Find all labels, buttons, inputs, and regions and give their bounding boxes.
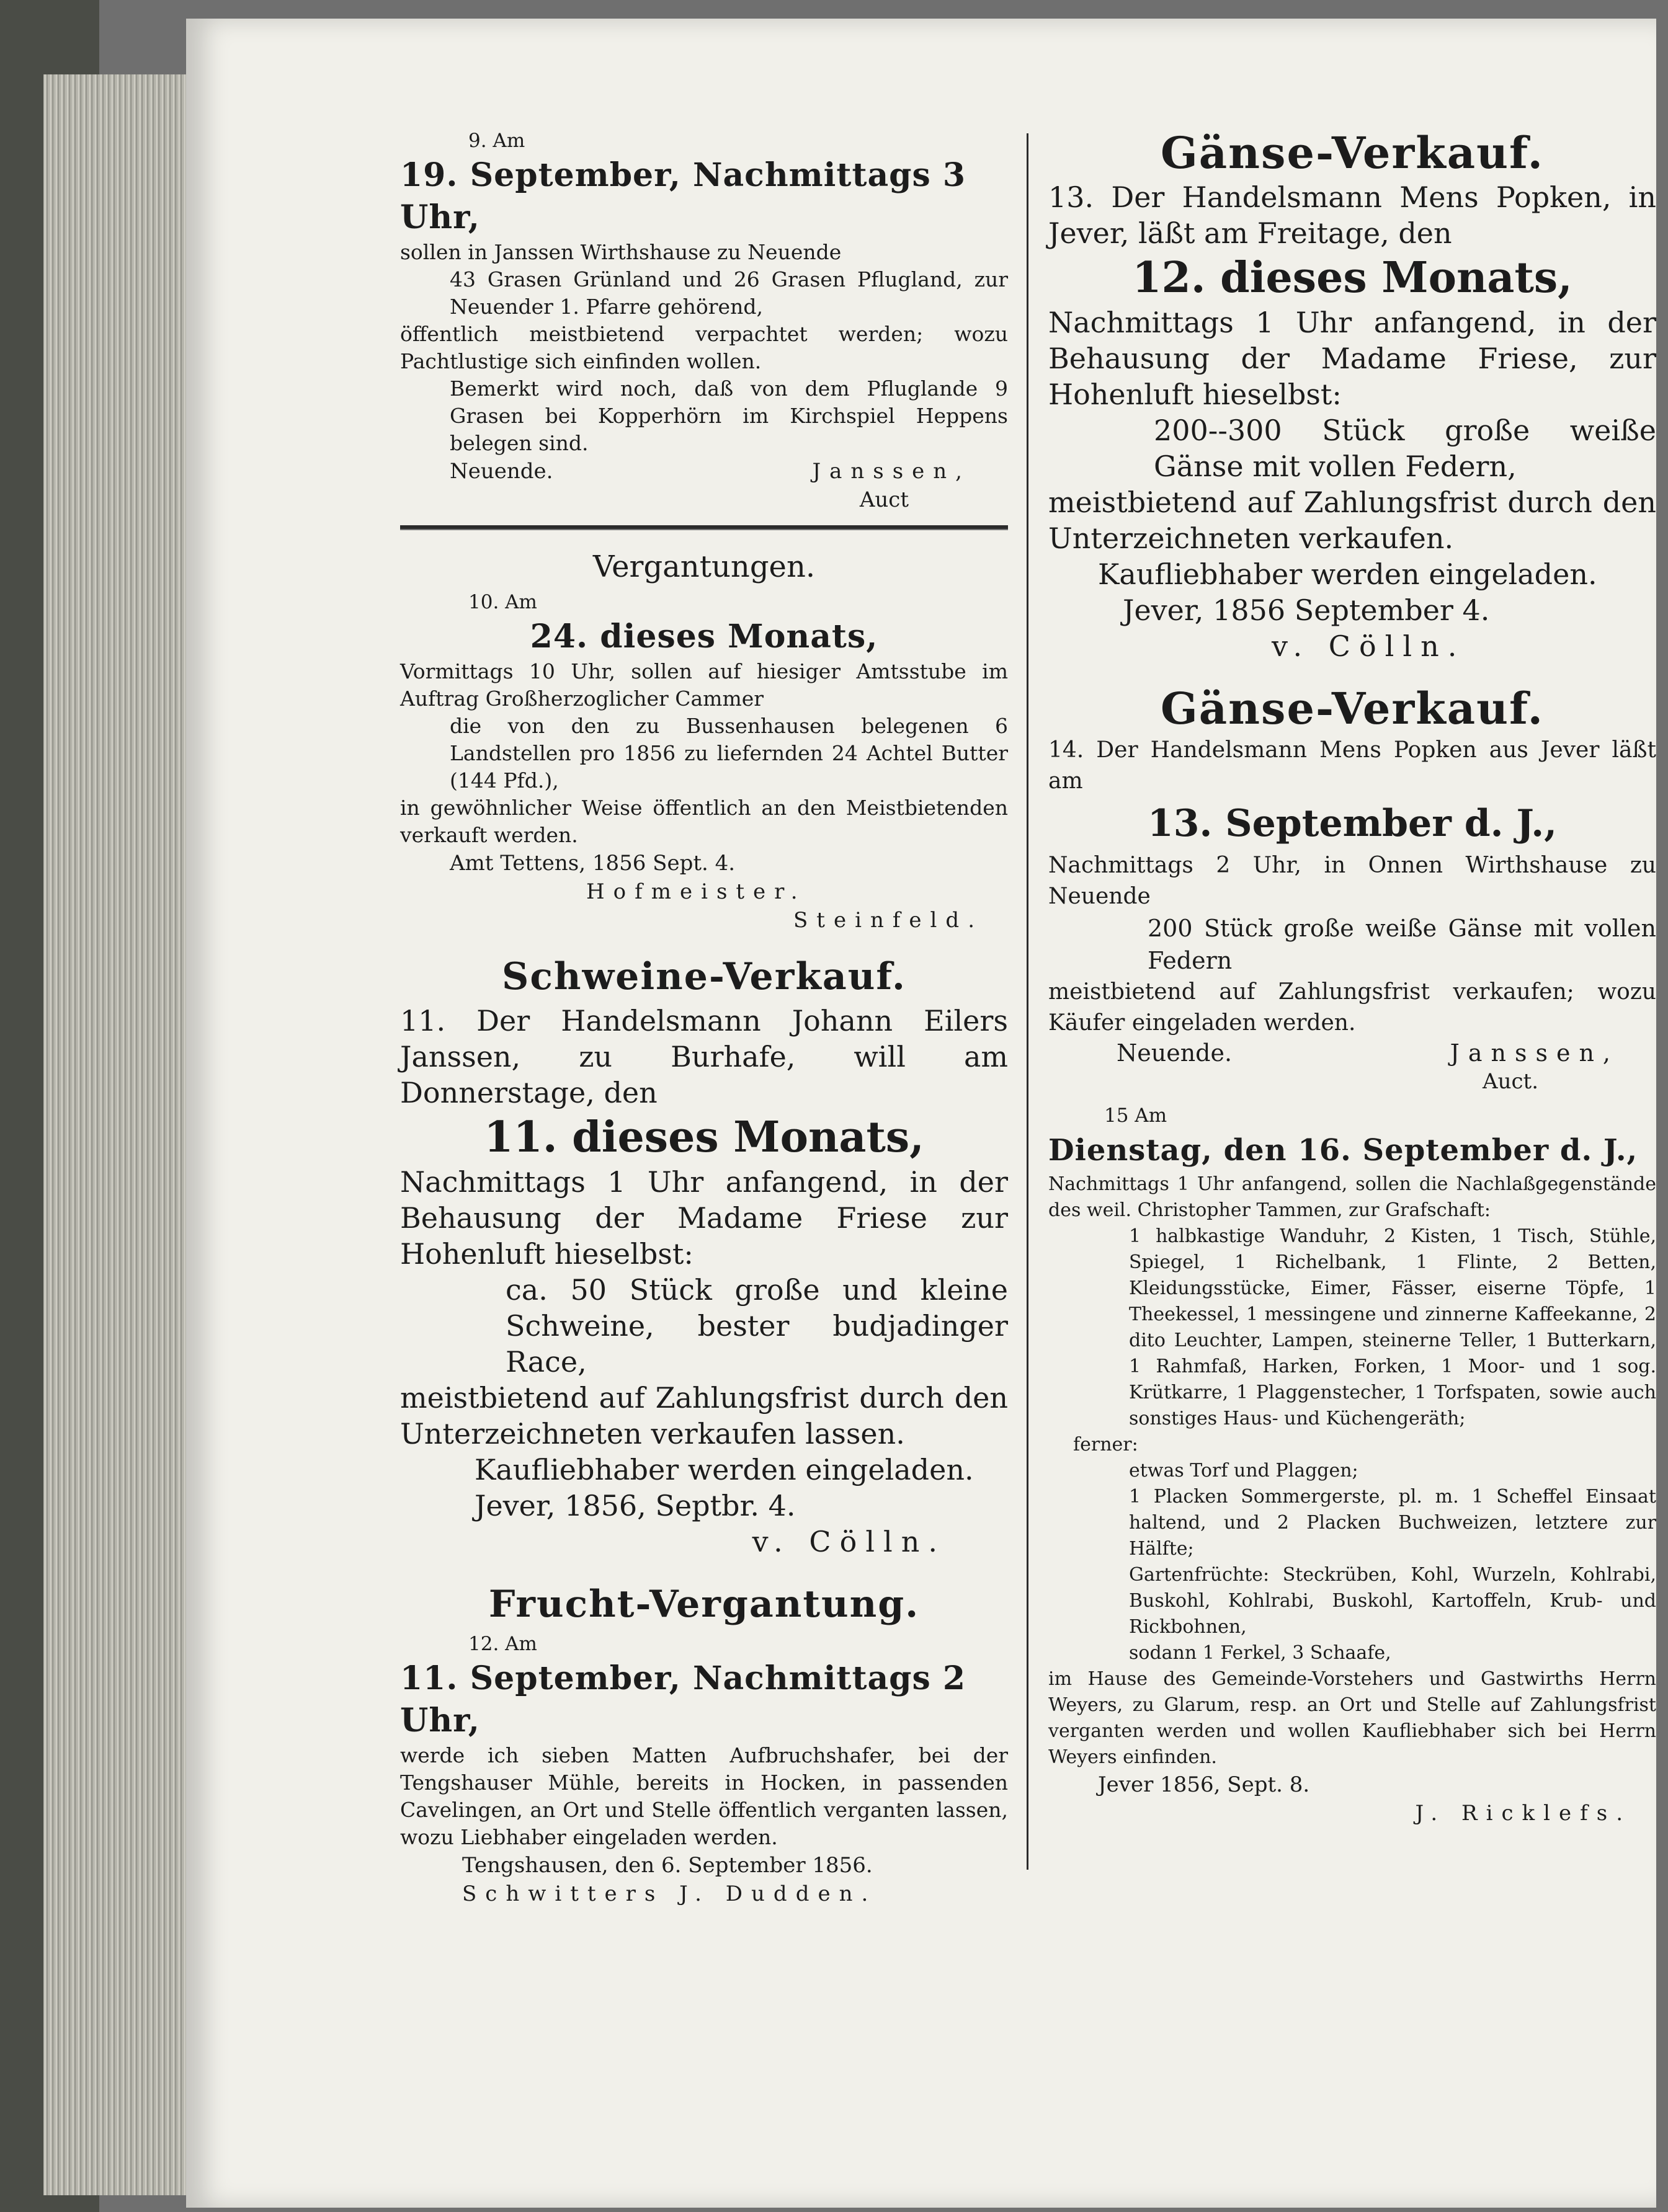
notice-13-text: 13. Der Handelsmann Mens Popken, in Jever, läßt am Freitage, den (1048, 180, 1656, 250)
notice-11-date: 11. dieses Monats, (484, 1113, 924, 1162)
notice-12-place: Tengshausen, den 6. September 1856. (462, 1853, 873, 1878)
notice-11-text: meistbietend auf Zahlungsfrist durch den Unterzeichneten verkaufen lassen. (400, 1381, 1008, 1450)
notice-11-signature: v. Cölln. (752, 1525, 946, 1558)
notice-9-date: 19. September, Nachmittags 3 Uhr, (400, 156, 966, 236)
notice-10-signature: Steinfeld. (793, 908, 983, 933)
notice-15-text: etwas Torf und Plaggen; (1129, 1460, 1358, 1481)
notice-9-auct: Auct (859, 487, 909, 512)
left-column (400, 127, 1008, 1908)
notice-14-text: 200 Stück große weiße Gänse mit vollen Federn (1148, 915, 1656, 974)
notice-13-place: Jever, 1856 September 4. (1123, 593, 1490, 627)
notice-15-signature: J. Ricklefs. (1415, 1801, 1631, 1826)
notice-15-text: im Hause des Gemeinde-Vorstehers und Gastwirths Herrn Weyers, zu Glarum, resp. an Ort und Stelle auf Zahlungsfrist verganten werden und wollen Kaufliebhaber sich bei Herrn Weyers einfinden. (1048, 1668, 1656, 1768)
notice-12-number: 12. Am (468, 1633, 537, 1655)
notice-9-number: 9. Am (468, 130, 525, 152)
notice-9-place: Neuende. (450, 459, 553, 484)
notice-11-text: Nachmittags 1 Uhr anfangend, in der Behausung der Madame Friese zur Hohenluft hieselbst: (400, 1165, 1008, 1271)
notice-10-signature: Hofmeister. (586, 879, 806, 904)
notice-14-place: Neuende. (1117, 1039, 1233, 1067)
section-title-gaense-verkauf: Gänse-Verkauf. (1161, 127, 1544, 179)
section-title-schweine-verkauf: Schweine-Verkauf. (502, 955, 906, 998)
notice-11-text: 11. Der Handelsmann Johann Eilers Janssen, zu Burhafe, will am Donnerstage, den (400, 1004, 1008, 1109)
notice-12-date: 11. September, Nachmittags 2 Uhr, (400, 1659, 966, 1739)
notice-10-text: in gewöhnlicher Weise öffentlich an den Meistbietenden verkauft werden. (400, 796, 1008, 847)
notice-13-text: meistbietend auf Zahlungsfrist durch den Unterzeichneten verkaufen. (1048, 486, 1656, 555)
notice-14-auct: Auct. (1483, 1069, 1538, 1094)
notice-15-text: Gartenfrüchte: Steckrüben, Kohl, Wurzeln, Kohlrabi, Buskohl, Kohlrabi, Buskohl, Kartoffeln, Krub- und Rickbohnen, (1129, 1564, 1656, 1638)
notice-10-place: Amt Tettens, 1856 Sept. 4. (450, 851, 736, 876)
notice-9-signature: Janssen, (812, 459, 971, 484)
notice-13-text: 200--300 Stück große weiße Gänse mit vollen Federn, (1154, 414, 1656, 483)
notice-13-text: Nachmittags 1 Uhr anfangend, in der Behausung der Madame Friese, zur Hohenluft hieselbst: (1048, 306, 1656, 411)
notice-10-number: 10. Am (468, 591, 537, 613)
notice-15-text: sodann 1 Ferkel, 3 Schaafe, (1129, 1642, 1391, 1664)
notice-9-text: öffentlich meistbietend verpachtet werden; wozu Pachtlustige sich einfinden wollen. (400, 322, 1008, 373)
notice-12-text: werde ich sieben Matten Aufbruchshafer, bei der Tengshauser Mühle, bereits in Hocken, in passenden Cavelingen, an Ort und Stelle öffentlich verganten lassen, wozu Liebhaber eingeladen werden. (400, 1743, 1008, 1849)
notice-15-number: 15 Am (1104, 1104, 1167, 1127)
right-column (1048, 127, 1656, 1828)
notice-14-text: 14. Der Handelsmann Mens Popken aus Jever läßt am (1048, 737, 1656, 794)
notice-14-text: meistbietend auf Zahlungsfrist verkaufen; wozu Käufer eingeladen werden. (1048, 979, 1656, 1036)
notice-11-place: Jever, 1856, Septbr. 4. (475, 1489, 796, 1522)
page-edges (43, 74, 187, 2195)
notice-12-signature: Schwitters J. Dudden. (462, 1881, 877, 1906)
notice-10-text: Vormittags 10 Uhr, sollen auf hiesiger Amtsstube im Auftrag Großherzoglicher Cammer (400, 659, 1008, 711)
section-rule (400, 525, 1008, 530)
notice-15-text: 1 halbkastige Wanduhr, 2 Kisten, 1 Tisch, Stühle, Spiegel, 1 Richelbank, 1 Flinte, 2 Betten, Kleidungsstücke, Eimer, Fässer, eiserne Töpfe, 1 Theekessel, 1 messingene und zinnerne Kaffeekanne, 2 dito Leuchter, Lampen, steinerne Teller, 1 Butterkarn, 1 Rahmfaß, Harken, Forken, 1 Moor- und 1 sog. Krütkarre, 1 Plaggenstecher, 1 Torfspaten, sowie auch sonstiges Haus- und Küchengeräth; (1129, 1225, 1656, 1429)
section-title-gaense-verkauf-2: Gänse-Verkauf. (1161, 683, 1544, 734)
notice-10-text: die von den zu Bussenhausen belegenen 6 Landstellen pro 1856 zu liefernden 24 Achtel Butter (144 Pfd.), (450, 714, 1008, 793)
notice-15-place: Jever 1856, Sept. 8. (1098, 1772, 1310, 1797)
notice-15-text: 1 Placken Sommergerste, pl. m. 1 Scheffel Einsaat haltend, und 2 Placken Buchweizen, letztere zur Hälfte; (1129, 1486, 1656, 1560)
notice-9-text: 43 Grasen Grünland und 26 Grasen Pflugland, zur Neuender 1. Pfarre gehörend, (450, 267, 1008, 319)
column-divider (1027, 133, 1028, 1870)
notice-9-text: Bemerkt wird noch, daß von dem Pfluglande 9 Grasen bei Kopperhörn im Kirchspiel Heppens belegen sind. (450, 376, 1008, 455)
notice-14-date: 13. September d. J., (1148, 802, 1557, 845)
notice-15-text: ferner: (1073, 1434, 1138, 1455)
notice-11-text: ca. 50 Stück große und kleine Schweine, bester budjadinger Race, (506, 1273, 1008, 1379)
notice-13-text: Kaufliebhaber werden eingeladen. (1098, 557, 1597, 591)
notice-11-text: Kaufliebhaber werden eingeladen. (475, 1453, 974, 1486)
notice-9-text: sollen in Janssen Wirthshause zu Neuende (400, 240, 842, 264)
notice-13-date: 12. dieses Monats, (1132, 253, 1572, 303)
section-title-frucht-vergantung: Frucht-Vergantung. (488, 1583, 920, 1626)
notice-15-date: Dienstag, den 16. September d. J., (1048, 1133, 1638, 1168)
section-title-vergantungen: Vergantungen. (592, 549, 816, 584)
notice-10-date: 24. dieses Monats, (530, 618, 878, 655)
notice-14-text: Nachmittags 2 Uhr, in Onnen Wirthshause zu Neuende (1048, 853, 1656, 909)
notice-15-text: Nachmittags 1 Uhr anfangend, sollen die Nachlaßgegenstände des weil. Christopher Tammen, zur Grafschaft: (1048, 1173, 1656, 1221)
notice-14-signature: Janssen, (1450, 1039, 1619, 1067)
notice-13-signature: v. Cölln. (1272, 629, 1466, 663)
